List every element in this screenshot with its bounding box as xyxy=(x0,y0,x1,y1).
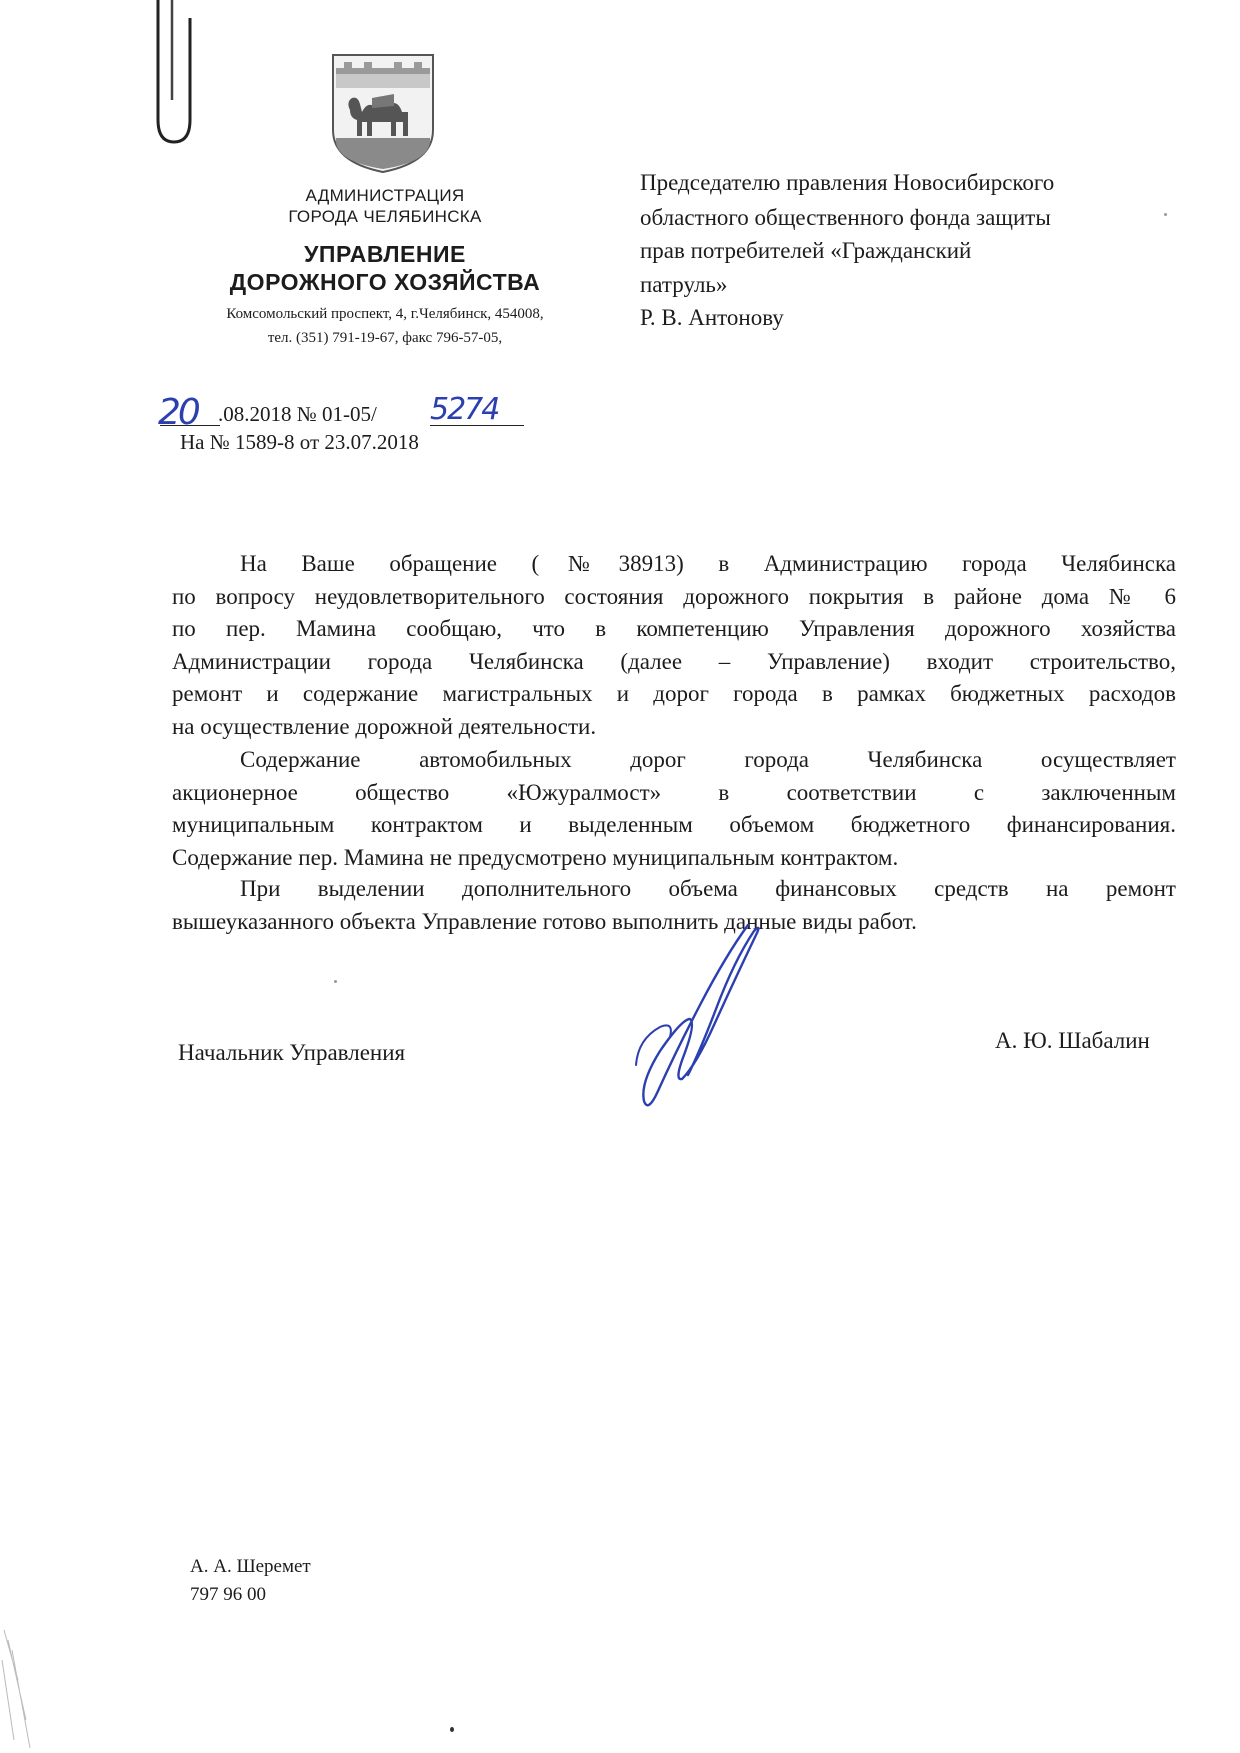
org-address-line1: Комсомольский проспект, 4, г.Челябинск, 454008, xyxy=(226,306,544,322)
executor-phone: 797 96 00 xyxy=(190,1584,266,1605)
body-line: Администрации города Челябинска (далее – Управление) входит строительство, xyxy=(172,648,1176,674)
recipient-line: прав потребителей «Гражданский xyxy=(640,238,972,263)
executor-name: А. А. Шеремет xyxy=(190,1556,311,1577)
scan-speck xyxy=(450,1727,454,1732)
body-line: муниципальным контрактом и выделенным объемом бюджетного финансирования. xyxy=(172,812,1176,837)
outgoing-date-number: .08.2018 № 01-05/ xyxy=(218,402,377,426)
scan-speck xyxy=(1164,213,1167,216)
signatory-title: Начальник Управления xyxy=(178,1040,406,1065)
body-line: Содержание автомобильных дорог города Челябинска осуществляет xyxy=(240,747,1176,772)
outgoing-number-handwritten: 5274 xyxy=(430,392,499,427)
body-line: При выделении дополнительного объема финансовых средств на ремонт xyxy=(240,876,1176,901)
date-underline xyxy=(160,425,220,426)
recipient-name: Р. В. Антонову xyxy=(640,305,784,330)
outgoing-day-handwritten: 20 xyxy=(158,392,198,433)
body-line: на осуществление дорожной деятельности. xyxy=(172,713,597,739)
body-line: по пер. Мамина сообщаю, что в компетенцию Управления дорожного хозяйства xyxy=(172,616,1176,641)
body-line: вышеуказанного объекта Управление готово выполнить данные виды работ. xyxy=(172,908,917,934)
org-admin-line2: ГОРОДА ЧЕЛЯБИНСКА xyxy=(288,207,482,226)
number-underline xyxy=(430,425,524,426)
scan-speck xyxy=(334,980,337,983)
scan-edge-marks xyxy=(0,1620,40,1753)
recipient-line: областного общественного фонда защиты xyxy=(640,205,1051,230)
recipient-line: Председателю правления Новосибирского xyxy=(640,170,1055,195)
org-admin-line1: АДМИНИСТРАЦИЯ xyxy=(305,186,465,205)
body-line: Содержание пер. Мамина не предусмотрено муниципальным контрактом. xyxy=(172,844,899,870)
org-phone-line: тел. (351) 791-19-67, факс 796-57-05, xyxy=(267,330,503,346)
org-department-line2: ДОРОЖНОГО ХОЗЯЙСТВА xyxy=(229,269,541,295)
body-line: акционерное общество «Южуралмост» в соответствии с заключенным xyxy=(172,779,1176,805)
body-line: по вопросу неудовлетворительного состояния дорожного покрытия в районе дома № 6 xyxy=(172,583,1176,609)
paper-clip-icon xyxy=(150,0,202,150)
handwritten-signature xyxy=(630,915,770,1125)
signatory-name: А. Ю. Шабалин xyxy=(995,1028,1150,1053)
org-department-line1: УПРАВЛЕНИЕ xyxy=(304,241,466,267)
body-line: На Ваше обращение (№38913) в Администрацию города Челябинска xyxy=(240,551,1176,576)
body-paragraph-1 xyxy=(172,548,1176,743)
chelyabinsk-coat-of-arms-icon xyxy=(328,50,438,176)
body-paragraph-2 xyxy=(172,744,1176,874)
recipient-line: патруль» xyxy=(640,272,728,297)
reply-reference: На № 1589-8 от 23.07.2018 xyxy=(180,430,419,454)
body-line: ремонт и содержание магистральных и дорог города в рамках бюджетных расходов xyxy=(172,681,1176,706)
